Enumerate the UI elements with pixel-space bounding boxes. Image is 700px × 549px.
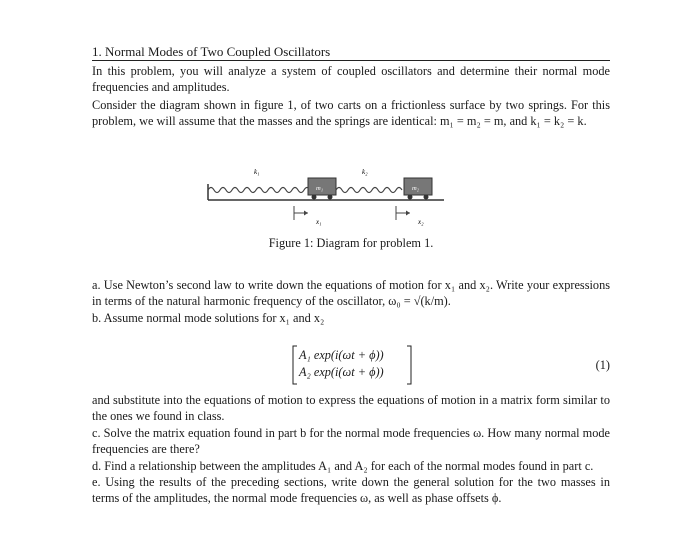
problem-title: 1. Normal Modes of Two Coupled Oscillators xyxy=(92,44,331,59)
part-b-continued: and substitute into the equations of motion to express the equations of motion in a matrix form similar to the ones we found in class. xyxy=(92,393,610,424)
cart-1-wheel xyxy=(312,195,317,200)
equation-1 xyxy=(292,344,610,386)
spring-1 xyxy=(208,188,310,193)
x2-arrowhead xyxy=(406,211,410,216)
part-c: c. Solve the matrix equation found in part b for the normal mode frequencies ω. How many normal mode frequencies are there? xyxy=(92,425,610,457)
equation-number: (1) xyxy=(595,358,610,372)
title-underline xyxy=(92,60,610,61)
x1-label: x₁ xyxy=(316,218,322,226)
spring-1-label: k₁ xyxy=(254,168,260,176)
spring-2-label: k₂ xyxy=(362,168,368,176)
right-bracket xyxy=(407,346,411,384)
cart-spring-diagram xyxy=(202,162,452,272)
matrix-row-1: A₁ exp(i(ωt + ϕ)) xyxy=(299,348,384,362)
cart-1-wheel xyxy=(328,195,333,200)
x2-label: x₂ xyxy=(418,218,424,226)
part-e: e. Using the results of the preceding sections, write down the general solution for the two masses in terms of the amplitudes, the normal mode frequencies ω, as well as phase offsets ϕ. xyxy=(92,475,610,506)
part-b: b. Assume normal mode solutions for x₁ and x₂ xyxy=(92,310,325,325)
cart-1-label: m₁ xyxy=(316,185,323,192)
cart-2-wheel xyxy=(408,195,413,200)
part-d: d. Find a relationship between the amplitudes A₁ and A₂ for each of the normal modes found in part c. xyxy=(92,458,594,473)
left-bracket xyxy=(293,346,297,384)
intro-paragraph: In this problem, you will analyze a system of coupled oscillators and determine their normal mode frequencies and amplitudes. xyxy=(92,64,610,95)
matrix-row-2: A₂ exp(i(ωt + ϕ)) xyxy=(299,365,384,379)
questions-block xyxy=(92,277,610,326)
cart-2-label: m₂ xyxy=(412,185,419,192)
x1-arrowhead xyxy=(304,211,308,216)
figure-caption: Figure 1: Diagram for problem 1. xyxy=(268,236,434,250)
spring-2 xyxy=(336,188,402,193)
setup-paragraph: Consider the diagram shown in figure 1, of two carts on a frictionless surface by two springs. For this problem, we will assume that the masses and the springs are identical: m₁ = m₂ = m, and k₁ = k₂ = k. xyxy=(92,97,610,129)
cart-2-wheel xyxy=(424,195,429,200)
remaining-questions xyxy=(92,392,610,507)
part-a: a. Use Newton’s second law to write down the equations of motion for x₁ and x₂. Write your expressions in terms of the natural harmonic frequency of the oscillator, ω₀ = √(k/m). xyxy=(92,278,610,309)
problem-page xyxy=(92,44,610,506)
